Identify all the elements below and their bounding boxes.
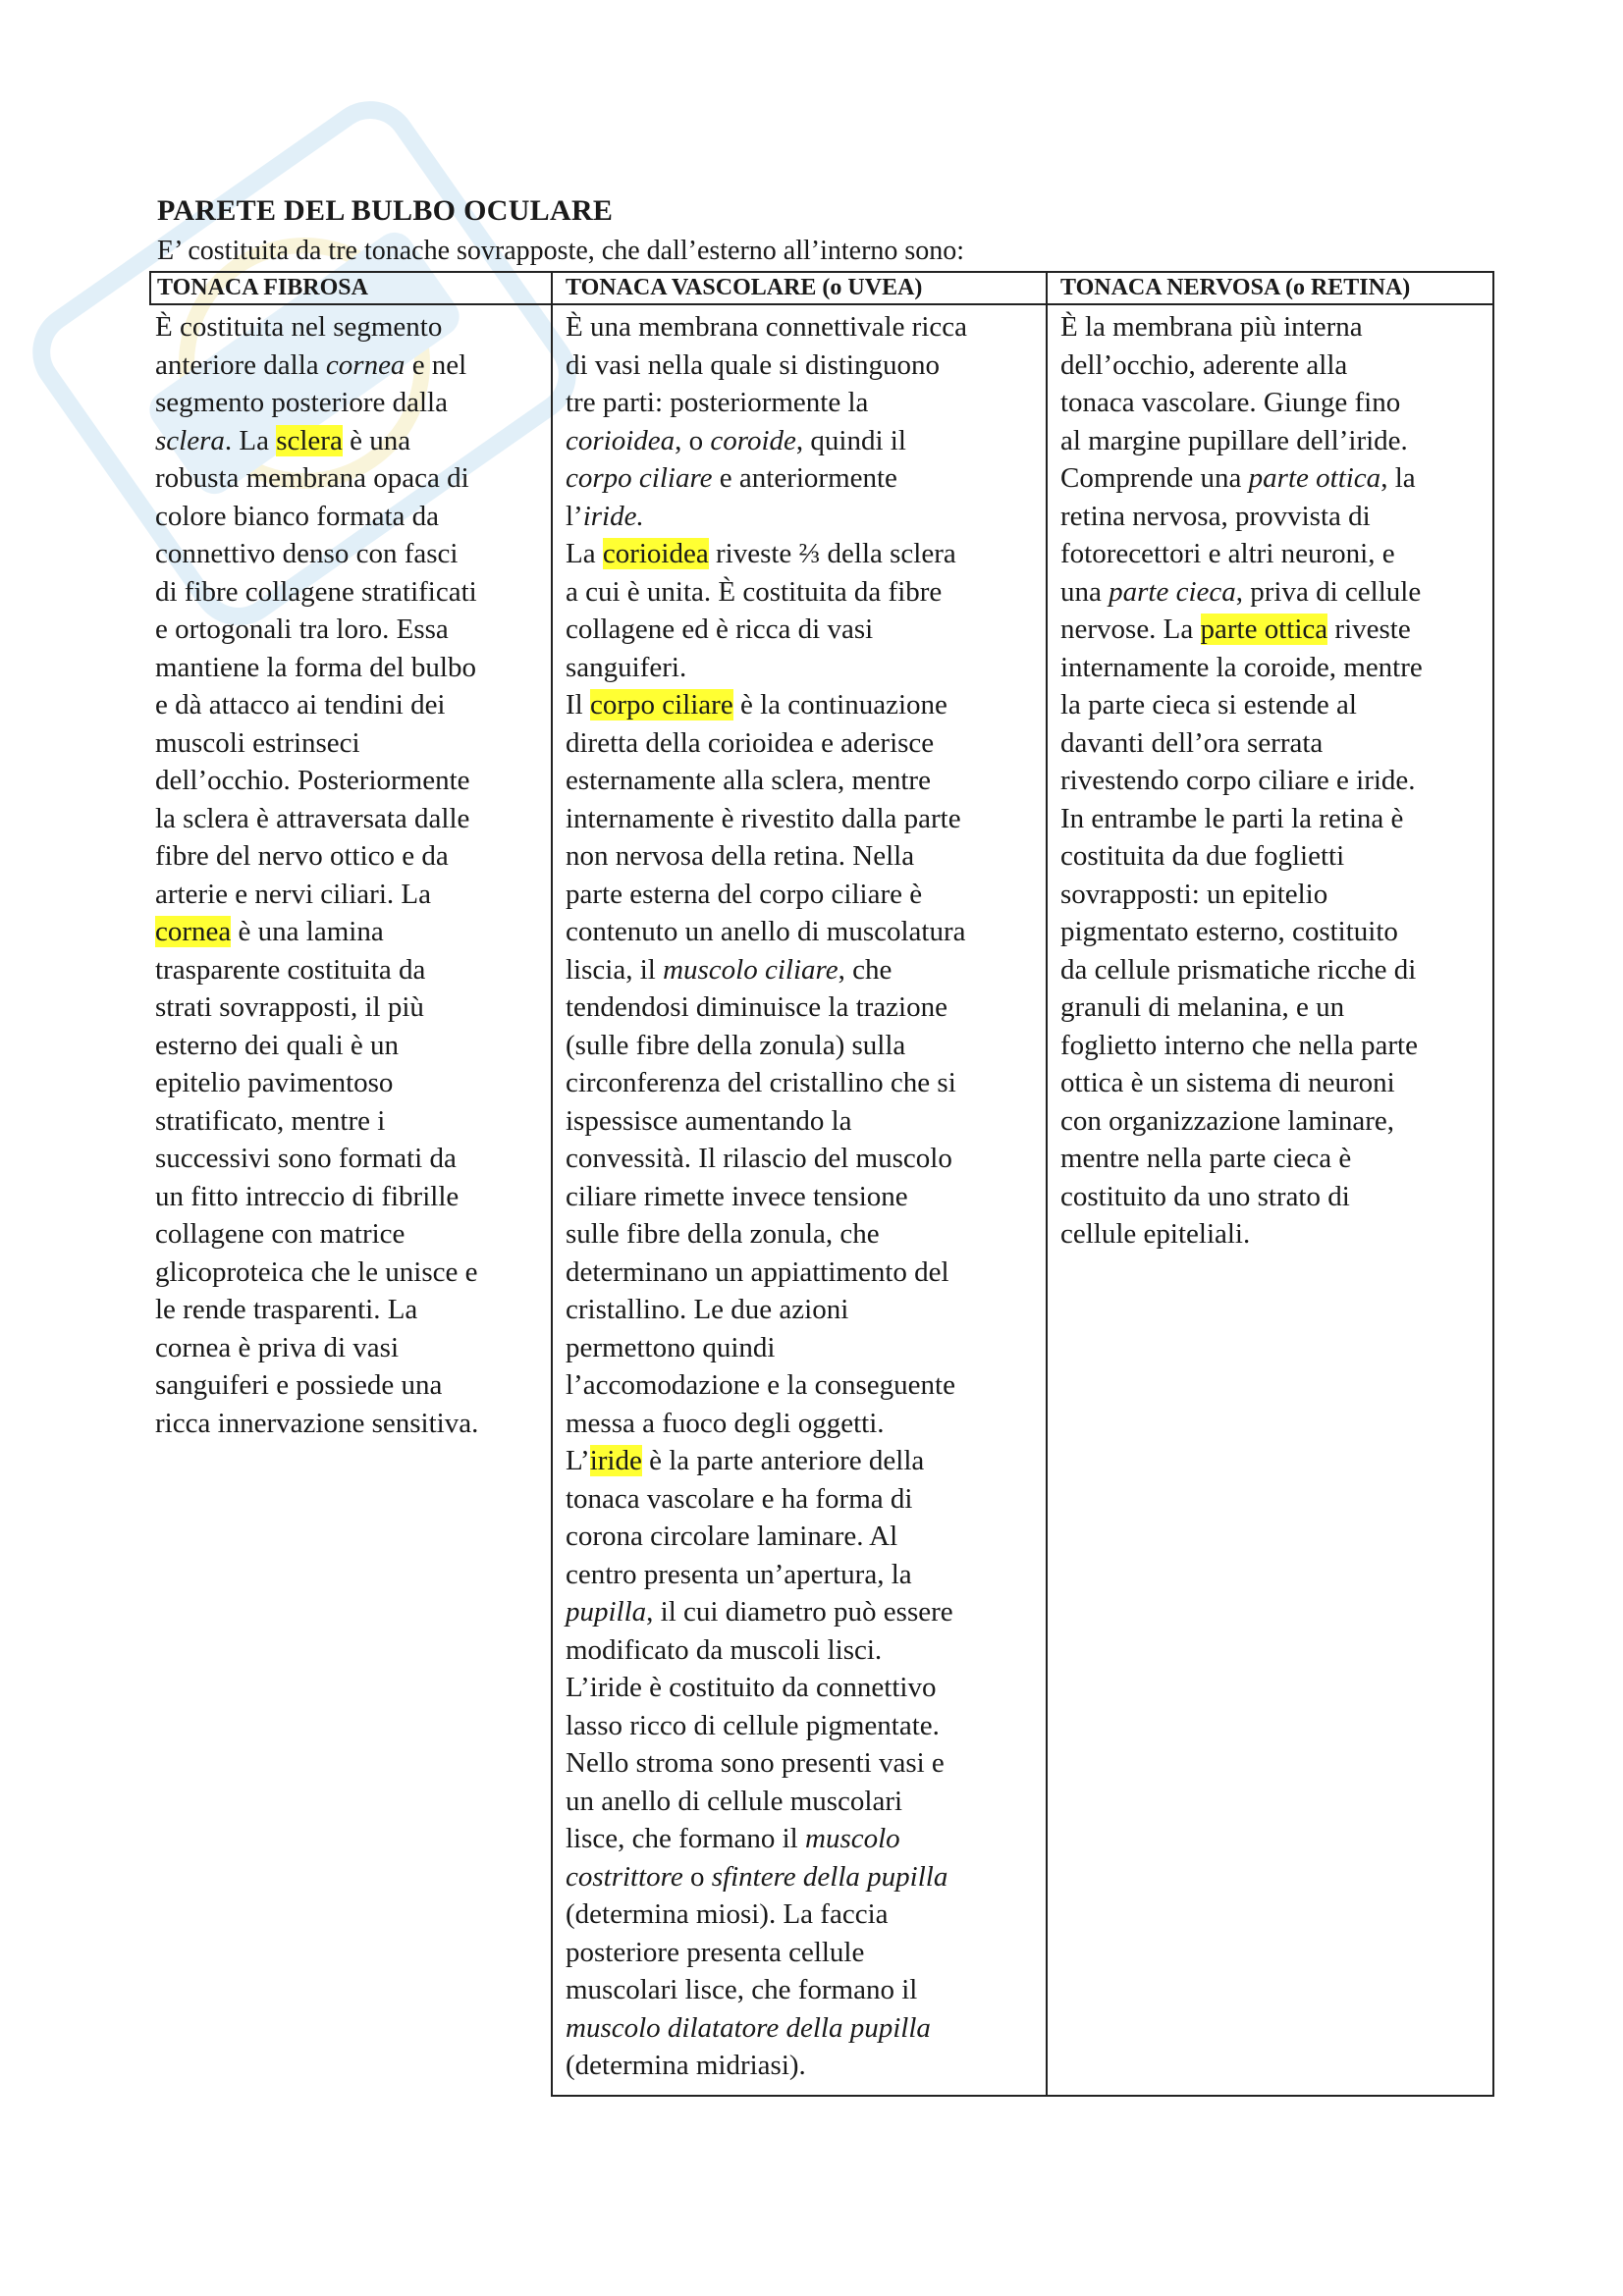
cell-tonaca-fibrosa: [155, 308, 478, 1442]
text-line: sovrapposti: un epitelio: [1060, 878, 1328, 910]
cell-tonaca-nervosa: [1060, 308, 1423, 1254]
text-line: costituita da due foglietti: [1060, 840, 1345, 872]
text-line: di fibre collagene stratificati: [155, 575, 477, 608]
text-line: una parte cieca, priva di cellule: [1060, 575, 1422, 608]
text-line: Comprende una parte ottica, la: [1060, 462, 1416, 494]
column-divider-2: [1046, 271, 1048, 2097]
text-line: arterie e nervi ciliari. La: [155, 878, 431, 910]
text-line: granuli di melanina, e un: [1060, 991, 1345, 1023]
text-line: con organizzazione laminare,: [1060, 1104, 1395, 1137]
text-line: circonferenza del cristallino che si: [566, 1067, 956, 1098]
text-line: connettivo denso con fasci: [155, 538, 459, 569]
text-line: (determina midriasi).: [566, 2050, 806, 2081]
text-line: strati sovrapposti, il più: [155, 991, 424, 1023]
text-line: l’iride.: [566, 500, 644, 532]
text-line: corioidea, o coroide, quindi il: [566, 424, 906, 456]
text-line: tonaca vascolare e ha forma di: [566, 1482, 913, 1515]
text-line: glicoproteica che le unisce e: [155, 1255, 478, 1288]
text-line: l’accomodazione e la conseguente: [566, 1369, 955, 1401]
text-line: successivi sono formati da: [155, 1143, 457, 1174]
text-line: rivestendo corpo ciliare e iride.: [1060, 765, 1416, 796]
text-line: davanti dell’ora serrata: [1060, 726, 1324, 759]
text-line: muscolo dilatatore della pupilla: [566, 2011, 931, 2044]
text-line: sclera. La sclera è una: [155, 424, 411, 456]
text-line: collagene ed è ricca di vasi: [566, 614, 874, 645]
text-line: fotorecettori e altri neuroni, e: [1060, 538, 1395, 569]
text-line: collagene con matrice: [155, 1218, 406, 1250]
text-line: la parte cieca si estende al: [1060, 689, 1357, 721]
text-line: al margine pupillare dell’iride.: [1060, 424, 1408, 456]
text-line: muscolari lisce, che formano il: [566, 1974, 918, 2005]
text-line: retina nervosa, provvista di: [1060, 500, 1371, 532]
text-line: colore bianco formata da: [155, 500, 440, 532]
text-line: anteriore dalla cornea e nel: [155, 348, 467, 381]
highlight-iride: iride: [589, 1445, 642, 1476]
column-divider-1: [551, 271, 553, 2097]
text-line: In entrambe le parti la retina è: [1060, 802, 1404, 834]
text-line: parte esterna del corpo ciliare è: [566, 878, 923, 910]
text-line: robusta membrana opaca di: [155, 462, 469, 494]
header-bottom-border: [149, 303, 1494, 305]
text-line: internamente la coroide, mentre: [1060, 651, 1423, 683]
cell-tonaca-vascolare: [566, 308, 967, 2085]
text-line: liscia, il muscolo ciliare, che: [566, 953, 893, 986]
text-line: pupilla, il cui diametro può essere: [566, 1596, 953, 1628]
text-line: corona circolare laminare. Al: [566, 1521, 898, 1552]
text-line: esterno dei quali è un: [155, 1029, 400, 1061]
text-line: posteriore presenta cellule: [566, 1936, 865, 1968]
intro-text: E’ costituita da tre tonache sovrapposte, che dall’esterno all’interno sono:: [157, 236, 965, 266]
text-line: a cui è unita. È costituita da fibre: [566, 575, 943, 608]
text-line: dell’occhio. Posteriormente: [155, 765, 470, 796]
text-line: diretta della corioidea e aderisce: [566, 726, 935, 759]
text-line: le rende trasparenti. La: [155, 1294, 418, 1325]
text-line: cellule epiteliali.: [1060, 1218, 1251, 1250]
text-line: L’iride è la parte anteriore della: [566, 1445, 925, 1476]
text-line: foglietto interno che nella parte: [1060, 1029, 1418, 1061]
text-line: un anello di cellule muscolari: [566, 1785, 903, 1817]
column-header-nervosa: TONACA NERVOSA (o RETINA): [1060, 275, 1411, 300]
table-left-border: [149, 271, 151, 305]
text-line: cornea è una lamina: [155, 916, 384, 947]
text-line: centro presenta un’apertura, la: [566, 1558, 912, 1590]
text-line: (determina miosi). La faccia: [566, 1898, 889, 1930]
text-line: un fitto intreccio di fibrille: [155, 1180, 460, 1212]
column-header-fibrosa: TONACA FIBROSA: [157, 275, 368, 300]
text-line: stratificato, mentre i: [155, 1104, 386, 1137]
text-line: sanguiferi.: [566, 651, 687, 683]
text-line: fibre del nervo ottico e da: [155, 840, 449, 872]
column-header-vascolare: TONACA VASCOLARE (o UVEA): [566, 275, 923, 300]
highlight-corioidea: corioidea: [602, 538, 709, 569]
text-line: costituito da uno strato di: [1060, 1180, 1350, 1212]
text-line: Il corpo ciliare è la continuazione: [566, 689, 947, 721]
text-line: cornea è priva di vasi: [155, 1331, 400, 1363]
page-title: PARETE DEL BULBO OCULARE: [157, 194, 614, 227]
table-bottom-border: [551, 2095, 1494, 2097]
text-line: tendendosi diminuisce la trazione: [566, 991, 947, 1023]
text-line: ricca innervazione sensitiva.: [155, 1407, 479, 1439]
text-line: mantiene la forma del bulbo: [155, 651, 476, 683]
text-line: determinano un appiattimento del: [566, 1255, 949, 1288]
highlight-sclera: sclera: [276, 424, 343, 456]
text-line: costrittore o sfintere della pupilla: [566, 1860, 948, 1893]
text-line: modificato da muscoli lisci.: [566, 1633, 883, 1666]
text-line: trasparente costituita da: [155, 953, 426, 986]
text-line: non nervosa della retina. Nella: [566, 840, 915, 872]
text-line: lisce, che formano il muscolo: [566, 1823, 900, 1854]
text-line: la sclera è attraversata dalle: [155, 802, 470, 834]
text-line: (sulle fibre della zonula) sulla: [566, 1029, 906, 1061]
text-line: dell’occhio, aderente alla: [1060, 348, 1348, 381]
text-line: epitelio pavimentoso: [155, 1067, 394, 1098]
text-line: L’iride è costituito da connettivo: [566, 1672, 937, 1703]
text-line: corpo ciliare e anteriormente: [566, 462, 897, 494]
table-right-border: [1492, 271, 1494, 2097]
text-line: ispessisce aumentando la: [566, 1104, 852, 1137]
text-line: nervose. La parte ottica riveste: [1060, 614, 1411, 645]
text-line: La corioidea riveste ⅔ della sclera: [566, 538, 956, 569]
text-line: pigmentato esterno, costituito: [1060, 916, 1398, 947]
text-line: sulle fibre della zonula, che: [566, 1218, 880, 1250]
text-line: e ortogonali tra loro. Essa: [155, 614, 449, 645]
text-line: contenuto un anello di muscolatura: [566, 916, 966, 947]
text-line: lasso ricco di cellule pigmentate.: [566, 1709, 940, 1741]
text-line: sanguiferi e possiede una: [155, 1369, 443, 1401]
text-line: di vasi nella quale si distinguono: [566, 348, 940, 381]
text-line: permettono quindi: [566, 1331, 776, 1363]
text-line: internamente è rivestito dalla parte: [566, 802, 961, 834]
text-line: segmento posteriore dalla: [155, 387, 448, 418]
text-line: muscoli estrinseci: [155, 726, 360, 759]
highlight-corpo-ciliare: corpo ciliare: [589, 689, 733, 721]
text-line: tre parti: posteriormente la: [566, 387, 869, 418]
text-line: tonaca vascolare. Giunge fino: [1060, 387, 1401, 418]
text-line: cristallino. Le due azioni: [566, 1294, 849, 1325]
highlight-cornea: cornea: [155, 916, 232, 947]
text-line: e dà attacco ai tendini dei: [155, 689, 446, 721]
text-line: È una membrana connettivale ricca: [566, 311, 968, 343]
text-line: ciliare rimette invece tensione: [566, 1180, 908, 1212]
text-line: Nello stroma sono presenti vasi e: [566, 1747, 945, 1779]
text-line: mentre nella parte cieca è: [1060, 1143, 1352, 1174]
text-line: ottica è un sistema di neuroni: [1060, 1067, 1395, 1098]
text-line: convessità. Il rilascio del muscolo: [566, 1143, 952, 1174]
text-line: È costituita nel segmento: [155, 311, 443, 343]
text-line: È la membrana più interna: [1060, 311, 1363, 343]
text-line: esternamente alla sclera, mentre: [566, 765, 931, 796]
text-line: messa a fuoco degli oggetti.: [566, 1407, 885, 1439]
highlight-parte-ottica: parte ottica: [1200, 614, 1328, 645]
text-line: da cellule prismatiche ricche di: [1060, 953, 1417, 986]
